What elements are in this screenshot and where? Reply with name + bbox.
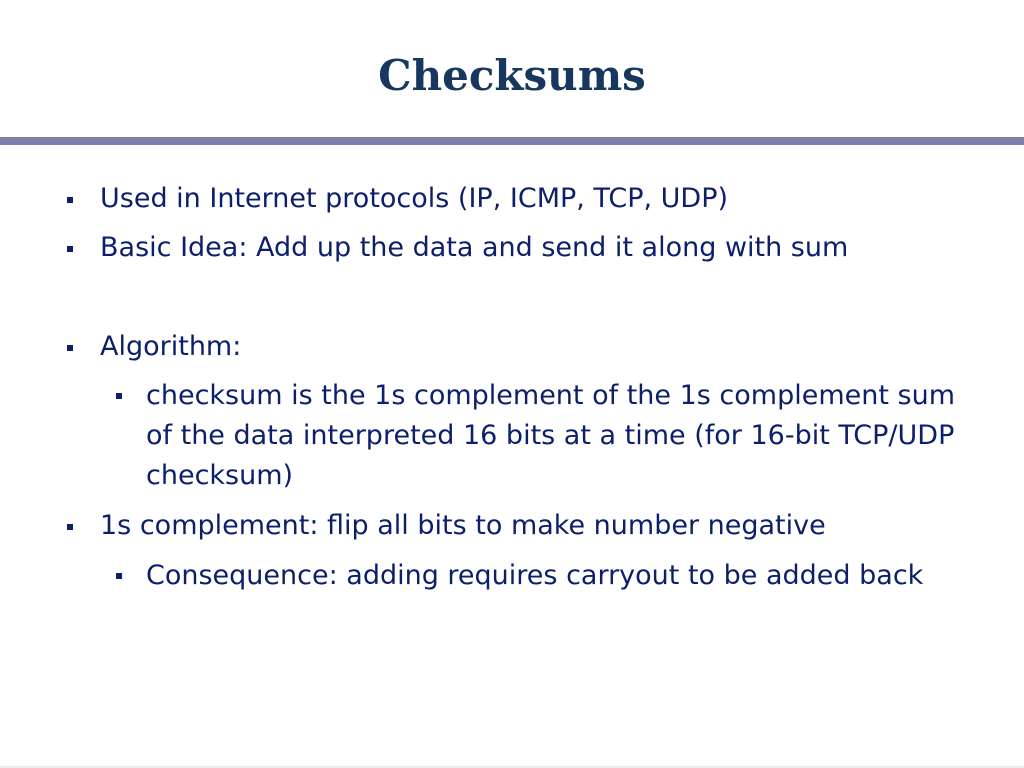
bullet-item: Algorithm: [100, 331, 242, 362]
sub-bullet-marker [116, 393, 122, 399]
bullet-marker [67, 246, 73, 252]
slide-title: Checksums [378, 51, 646, 100]
sub-bullet-marker [116, 573, 122, 579]
bullet-item: Used in Internet protocols (IP, ICMP, TCP, UDP) [100, 183, 729, 214]
bullet-item: 1s complement: flip all bits to make number negative [100, 510, 826, 541]
bullet-marker [67, 524, 73, 530]
sub-bullet-item: checksum is the 1s complement of the 1s complement sum of the data interpreted 16 bits at a time (for 16-bit TCP/UDP checksum) [146, 380, 956, 491]
bullet-marker [67, 197, 73, 203]
sub-bullet-item: Consequence: adding requires carryout to be added back [146, 560, 924, 591]
bullet-marker [67, 345, 73, 351]
bullet-item: Basic Idea: Add up the data and send it along with sum [100, 232, 849, 263]
